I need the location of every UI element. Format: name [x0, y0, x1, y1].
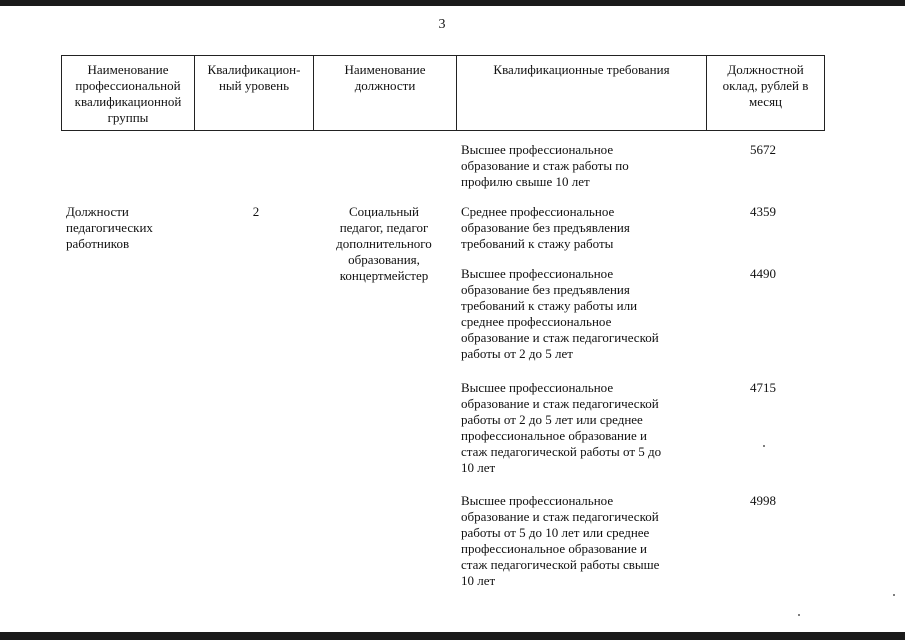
scan-border-bottom: [0, 632, 905, 640]
requirement-row-2: Среднее профессиональное образование без предъявления требований к стажу работы: [461, 204, 630, 251]
header-requirements: Квалификационные требования: [457, 56, 707, 131]
group-name-cell: Должности педагогических работников: [66, 204, 153, 251]
salary-row-3: 4490: [750, 266, 776, 281]
page-number: 3: [438, 17, 446, 32]
salary-row-2: 4359: [750, 204, 776, 219]
salary-row-1: 5672: [750, 142, 776, 157]
header-position-name: Наименование должности: [314, 56, 457, 131]
table-header: [61, 55, 825, 131]
salary-row-5: 4998: [750, 493, 776, 508]
position-name-cell: Социальный педагог, педагог дополнительного образования, концертмейстер: [336, 204, 432, 283]
scan-speck: [798, 614, 800, 616]
header-qualification-level: Квалификацион- ный уровень: [195, 56, 314, 131]
scan-speck: [763, 445, 765, 447]
requirement-row-5: Высшее профессиональное образование и стаж педагогической работы от 5 до 10 лет или среднее профессиональное образование и стаж педагогической работы свыше 10 лет: [461, 493, 660, 588]
qualification-level-cell: 2: [252, 204, 260, 219]
salary-row-4: 4715: [750, 380, 776, 395]
header-row: [62, 56, 825, 131]
scan-speck: [893, 594, 895, 596]
requirement-row-3: Высшее профессиональное образование без предъявления требований к стажу работы или среднее профессиональное образование и стаж педагогической работы от 2 до 5 лет: [461, 266, 659, 361]
header-group-name: Наименование профессиональной квалификационной группы: [62, 56, 195, 131]
scan-border-top: [0, 0, 905, 6]
header-salary: Должностной оклад, рублей в месяц: [707, 56, 825, 131]
requirement-row-4: Высшее профессиональное образование и стаж педагогической работы от 2 до 5 лет или среднее профессиональное образование и стаж педагогической работы от 5 до 10 лет: [461, 380, 662, 475]
requirement-row-1: Высшее профессиональное образование и стаж работы по профилю свыше 10 лет: [461, 142, 629, 189]
